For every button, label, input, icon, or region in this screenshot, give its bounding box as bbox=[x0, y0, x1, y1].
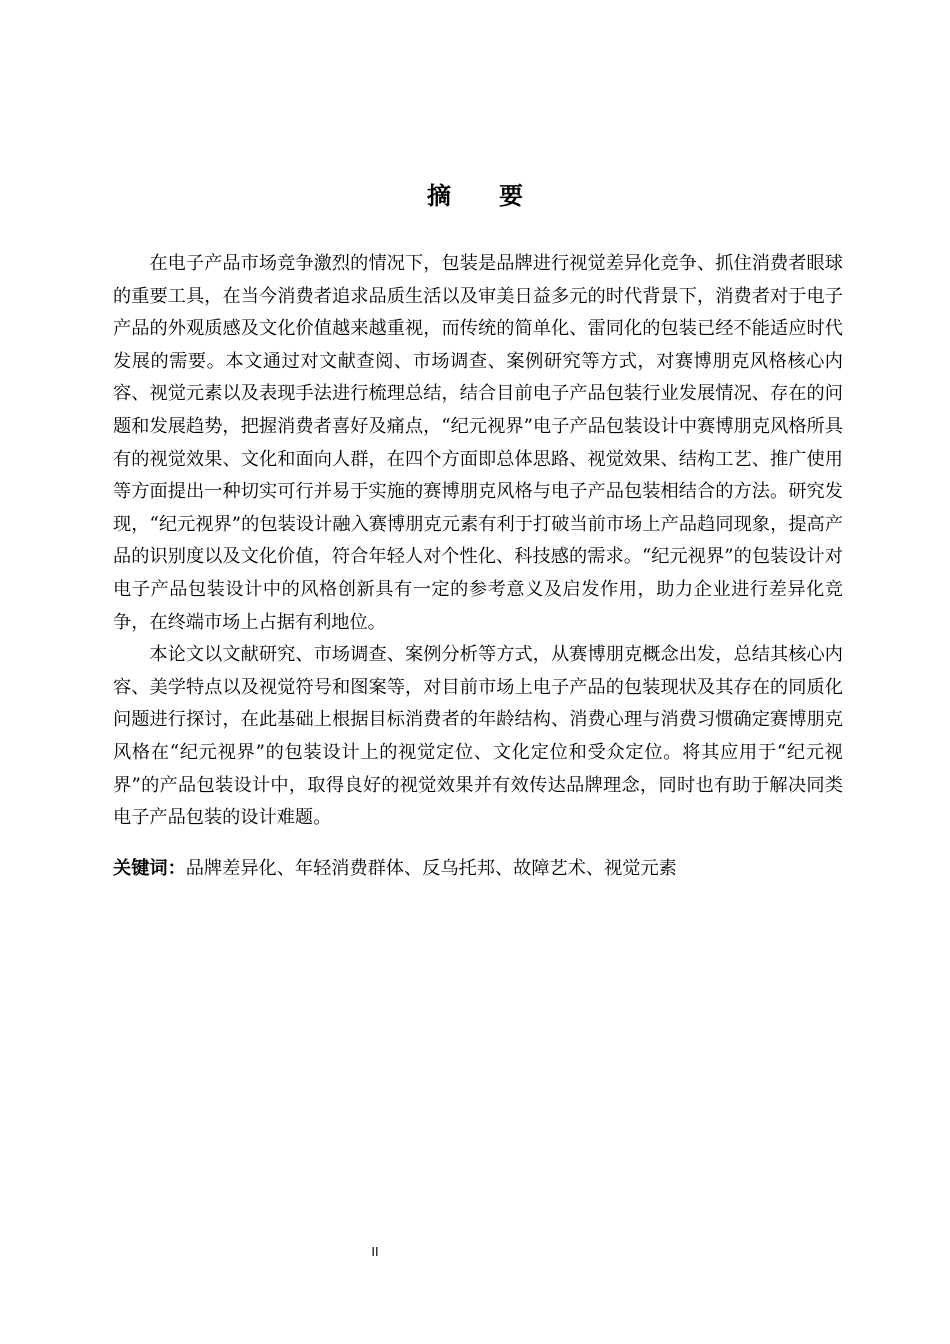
page-number: II bbox=[371, 1244, 379, 1259]
title-char-2: 要 bbox=[499, 182, 523, 210]
abstract-paragraph-1: 在电子产品市场竞争激烈的情况下，包装是品牌进行视觉差异化竞争、抓住消费者眼球的重要工具，在当今消费者追求品质生活以及审美日益多元的时代背景下，消费者对于电子产品的外观质感及文化价值越来越重视，而传统的简单化、雷同化的包装已经不能适应时代发展的需要。本文通过对文献查阅、市场调查、案例研究等方式，对赛博朋克风格核心内容、视觉元素以及表现手法进行梳理总结，结合目前电子产品包装行业发展情况、存在的问题和发展趋势，把握消费者喜好及痛点，“纪元视界”电子产品包装设计中赛博朋克风格所具有的视觉效果、文化和面向人群，在四个方面即总体思路、视觉效果、结构工艺、推广使用等方面提出一种切实可行并易于实施的赛博朋克风格与电子产品包装相结合的方法。研究发现，“纪元视界”的包装设计融入赛博朋克元素有利于打破当前市场上产品趋同现象，提高产品的识别度以及文化价值，符合年轻人对个性化、科技感的需求。“纪元视界”的包装设计对电子产品包装设计中的风格创新具有一定的参考意义及启发作用，助力企业进行差异化竞争，在终端市场上占据有利地位。 bbox=[113, 253, 843, 633]
keywords-label: 关键词： bbox=[113, 858, 186, 879]
abstract-paragraph-2: 本论文以文献研究、市场调查、案例分析等方式，从赛博朋克概念出发，总结其核心内容、美学特点以及视觉符号和图案等，对目前市场上电子产品的包装现状及其存在的同质化问题进行探讨，在此基础上根据目标消费者的年龄结构、消费心理与消费习惯确定赛博朋克风格在“纪元视界”的包装设计上的视觉定位、文化定位和受众定位。将其应用于“纪元视界”的产品包装设计中，取得良好的视觉效果并有效传达品牌理念，同时也有助于解决同类电子产品包装的设计难题。 bbox=[113, 644, 843, 829]
keywords-line bbox=[113, 853, 843, 885]
keywords-text: 品牌差异化、年轻消费群体、反乌托邦、故障艺术、视觉元素 bbox=[185, 858, 677, 879]
title-char-1: 摘 bbox=[427, 182, 451, 210]
abstract-body bbox=[113, 248, 843, 835]
page-title bbox=[0, 176, 950, 211]
